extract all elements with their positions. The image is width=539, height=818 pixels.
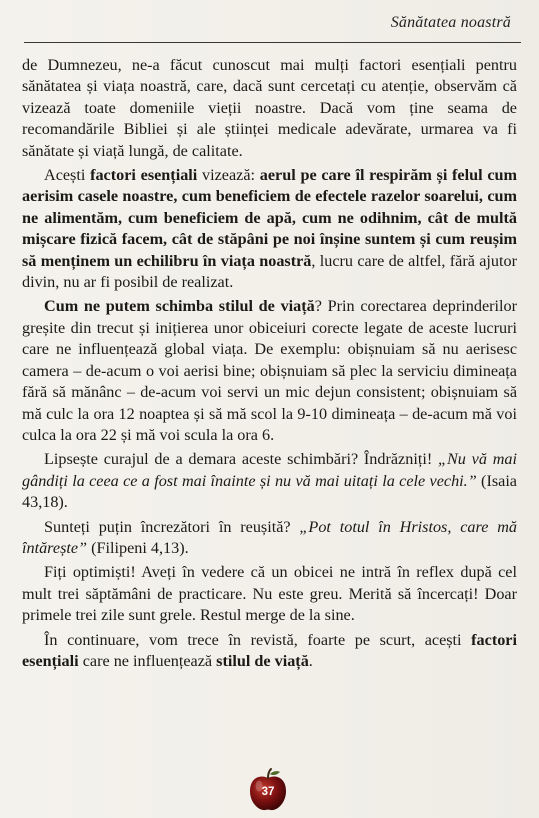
- paragraph-2-bold-list: aerul pe care îl respirăm și felul cum aerisim casele noastre, cum beneficiem de efectele razelor soarelui, cum ne alimentăm, cum beneficiem de apă, cum ne odihnim, cât de multă mișcare fizică facem, cât de stăpâni pe noi înșine suntem și cum reușim să menținem un echilibru în viața noastră: [22, 166, 518, 270]
- paragraph-7-text: care ne influențează: [78, 651, 217, 670]
- paragraph-5-quote: „Pot totul în Hristos, care mă întărește”: [22, 517, 517, 557]
- paragraph-2-text: Acești: [44, 166, 91, 185]
- paragraph-6: [22, 562, 517, 626]
- paragraph-7-text: În continuare, vom trece în revistă, foarte pe scurt, acești: [44, 630, 472, 649]
- paragraph-1-text: de Dumnezeu, ne-a făcut cunoscut mai mulți factori esențiali pentru sănătatea și viața noastră, care, dacă sunt cercetați cu atenție, observăm că vizează toate domeniile vieții noastre. Dacă vom ține seama de recomandările Bibliei și ale științei medicale adevărate, urmarea va fi sănătate și viață lungă, de calitate.: [22, 56, 517, 160]
- paragraph-3-text: ? Prin corectarea deprinderilor greșite din trecut și inițierea unor obiceiuri corecte legate de aceste lucruri care ne influențează global viața. De exemplu: obișnuiam să nu aerisesc camera – de-acum o voi aerisi bine; obișnuiam să plec la serviciu dimineața fără să mănânc – de-acum voi servi un mic dejun consistent; obișnuiam să mă culc la ora 12 noaptea și să mă scol la 9-10 dimineața – de-acum mă voi culca la ora 22 și mă voi scula la ora 6.: [22, 297, 518, 444]
- paragraph-7: [22, 630, 517, 673]
- paragraph-2-text: , lucru care de altfel, fără ajutor divin, nu ar fi posibil de realizat.: [22, 251, 517, 292]
- running-header-title: Sănătatea noastră: [390, 14, 511, 31]
- page-number: 37: [261, 786, 275, 798]
- paragraph-4-quote: „Nu vă mai gândiți la ceea ce a fost mai înainte și nu vă mai uitați la cele vechi.”: [22, 450, 517, 490]
- paragraph-4-text: Lipsește curajul de a demara aceste schimbări? Îndrăzniți!: [44, 450, 438, 469]
- paragraph-1: [22, 55, 517, 162]
- paragraph-7-bold-term: factori esențiali: [22, 630, 517, 670]
- paragraph-2: [22, 165, 517, 293]
- paragraph-2-bold-term: factori esențiali: [90, 166, 198, 185]
- paragraph-3: [22, 296, 517, 446]
- header-rule: [24, 42, 521, 43]
- paragraph-3-bold-question: Cum ne putem schimba stilul de viață: [44, 297, 315, 316]
- page-number-badge: [244, 766, 292, 814]
- paragraph-4: [22, 449, 517, 513]
- paragraph-7-bold-term: stilul de viață: [216, 651, 309, 670]
- paragraph-5: [22, 517, 517, 560]
- paragraph-6-text: Fiți optimiști! Aveți în vedere că un obicei ne intră în reflex după cel mult trei săptămâni de practicare. Nu este greu. Merită să încercați! Doar primele trei zile sunt grele. Restul merge de la sine.: [22, 563, 517, 625]
- paragraph-5-citation: (Filipeni 4,13).: [87, 538, 189, 557]
- paragraph-7-text: .: [308, 651, 313, 670]
- paragraph-2-text: vizează:: [197, 166, 260, 185]
- body-text: [22, 55, 517, 672]
- paragraph-5-text: Sunteți puțin încrezători în reușită?: [44, 517, 300, 536]
- paragraph-4-citation: (Isaia 43,18).: [22, 471, 517, 512]
